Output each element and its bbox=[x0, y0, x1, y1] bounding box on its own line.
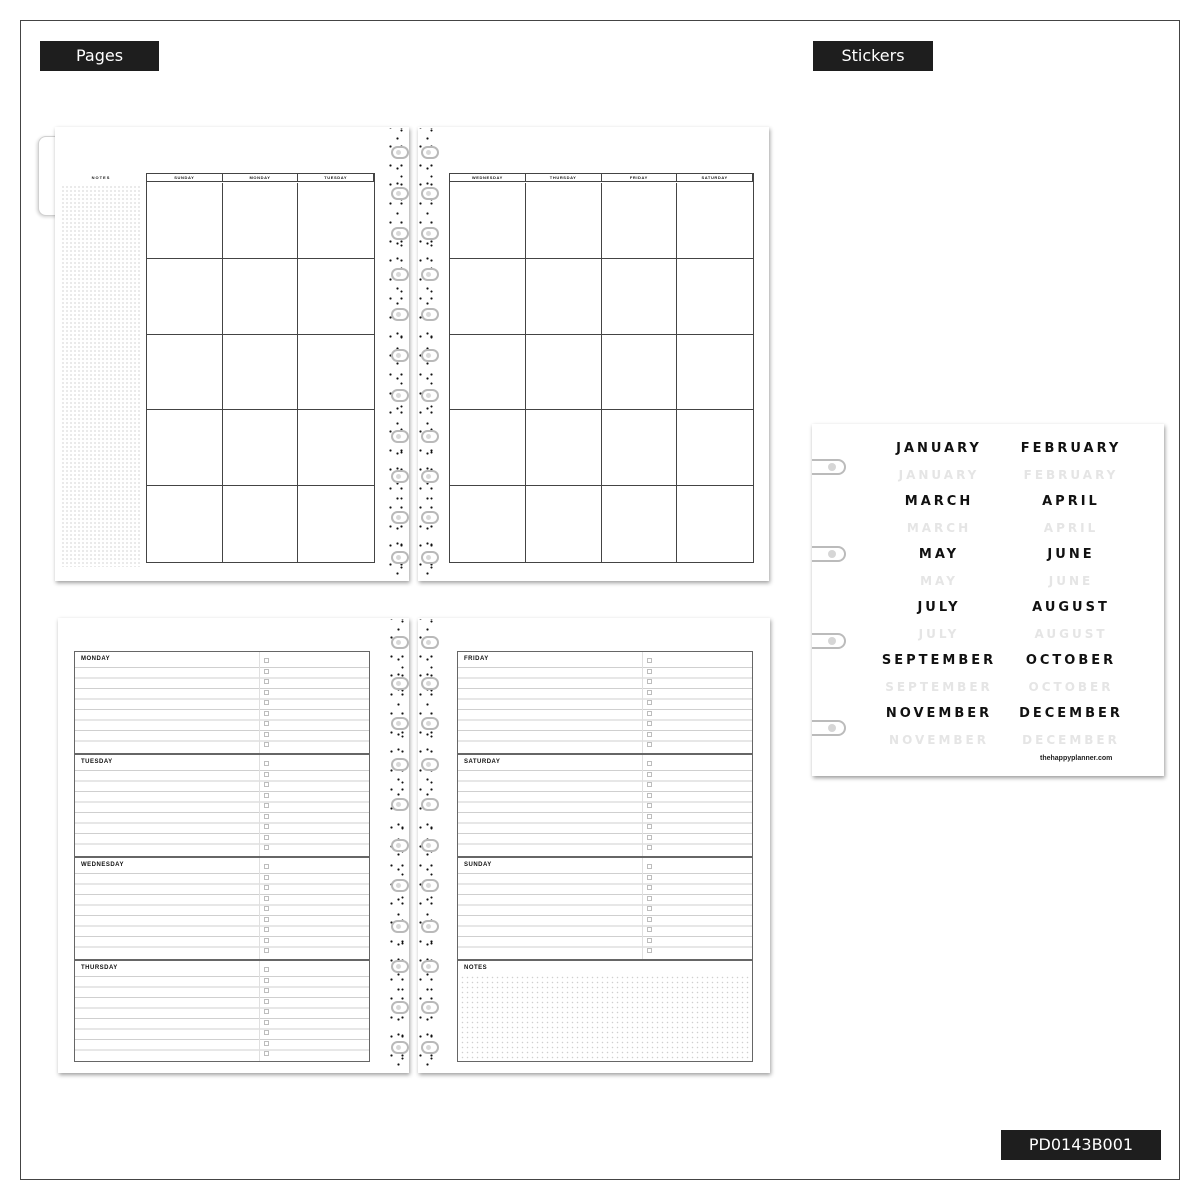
checkbox bbox=[264, 967, 269, 972]
month-sticker: JUNE bbox=[1047, 547, 1095, 562]
checkbox bbox=[647, 835, 652, 840]
day-name: FRIDAY bbox=[464, 656, 489, 662]
binder-ring bbox=[391, 268, 409, 281]
calendar-cell bbox=[602, 183, 678, 259]
weekly-day-block bbox=[457, 651, 753, 754]
binder-ring bbox=[391, 187, 409, 200]
checkbox bbox=[264, 896, 269, 901]
binder-ring bbox=[421, 389, 439, 402]
column-divider bbox=[259, 652, 260, 753]
writing-lines bbox=[458, 667, 752, 751]
checkbox bbox=[647, 700, 652, 705]
binder-ring bbox=[421, 677, 439, 690]
month-sticker: JULY bbox=[917, 600, 961, 615]
binder-ring bbox=[391, 636, 409, 649]
checkbox bbox=[264, 793, 269, 798]
checkbox bbox=[264, 782, 269, 787]
binder-ring bbox=[391, 511, 409, 524]
checkbox bbox=[647, 711, 652, 716]
dot-grid bbox=[460, 975, 750, 1059]
checkbox bbox=[647, 864, 652, 869]
calendar-cell bbox=[677, 335, 753, 411]
column-divider bbox=[642, 858, 643, 959]
calendar-cell bbox=[526, 183, 602, 259]
binder-ring bbox=[391, 839, 409, 852]
day-header: WEDNESDAY bbox=[450, 174, 526, 182]
checkbox bbox=[647, 721, 652, 726]
calendar-cell bbox=[526, 259, 602, 335]
checkbox bbox=[264, 1030, 269, 1035]
day-header: FRIDAY bbox=[602, 174, 678, 182]
writing-lines bbox=[458, 873, 752, 957]
checkbox bbox=[264, 658, 269, 663]
month-sticker: AUGUST bbox=[1032, 600, 1110, 615]
monthly-calendar-left bbox=[146, 173, 375, 563]
month-sticker: MAY bbox=[918, 547, 960, 562]
checkbox bbox=[264, 669, 269, 674]
day-header: MONDAY bbox=[223, 174, 299, 182]
binder-ring bbox=[391, 798, 409, 811]
day-name: TUESDAY bbox=[81, 759, 113, 765]
checkbox bbox=[647, 772, 652, 777]
checkbox bbox=[647, 782, 652, 787]
weekly-day-block bbox=[74, 754, 370, 857]
checkbox bbox=[264, 711, 269, 716]
binder-ring bbox=[391, 227, 409, 240]
checkbox bbox=[264, 835, 269, 840]
checkbox bbox=[264, 938, 269, 943]
checkbox bbox=[264, 988, 269, 993]
calendar-cell bbox=[450, 410, 526, 486]
checkbox bbox=[647, 732, 652, 737]
checkbox bbox=[647, 669, 652, 674]
month-sticker-faded: AUGUST bbox=[1034, 627, 1108, 641]
calendar-cell bbox=[298, 259, 374, 335]
binder-ring bbox=[391, 960, 409, 973]
binder-ring bbox=[421, 430, 439, 443]
column-divider bbox=[259, 961, 260, 1061]
calendar-cell bbox=[223, 335, 299, 411]
calendar-cell bbox=[147, 183, 223, 259]
checkbox bbox=[647, 793, 652, 798]
checkbox bbox=[264, 690, 269, 695]
binder-ring bbox=[421, 839, 439, 852]
checkbox bbox=[264, 917, 269, 922]
month-sticker-faded: FEBRUARY bbox=[1023, 468, 1119, 482]
weekly-day-block bbox=[457, 857, 753, 960]
product-code: PD0143B001 bbox=[1001, 1130, 1161, 1160]
month-sticker: DECEMBER bbox=[1019, 706, 1123, 721]
binder-ring bbox=[421, 798, 439, 811]
checkbox bbox=[264, 761, 269, 766]
checkbox bbox=[264, 824, 269, 829]
writing-lines bbox=[75, 873, 369, 957]
month-sticker-faded: APRIL bbox=[1043, 521, 1099, 535]
binder-ring bbox=[421, 1041, 439, 1054]
calendar-cell bbox=[677, 486, 753, 562]
checkbox bbox=[264, 1051, 269, 1056]
sticker-ring bbox=[812, 546, 846, 562]
checkbox bbox=[264, 679, 269, 684]
checkbox bbox=[647, 761, 652, 766]
checkbox bbox=[264, 772, 269, 777]
calendar-cell bbox=[526, 410, 602, 486]
checkbox bbox=[647, 927, 652, 932]
month-sticker-faded: JANUARY bbox=[898, 468, 980, 482]
day-name: SUNDAY bbox=[464, 862, 492, 868]
weekly-day-block bbox=[457, 754, 753, 857]
checkbox bbox=[647, 885, 652, 890]
checkbox bbox=[647, 814, 652, 819]
binder-ring bbox=[421, 717, 439, 730]
brand-url: thehappyplanner.com bbox=[1040, 755, 1113, 762]
month-sticker-faded: OCTOBER bbox=[1028, 680, 1114, 694]
binder-ring bbox=[391, 430, 409, 443]
binder-ring bbox=[421, 308, 439, 321]
month-sticker: OCTOBER bbox=[1025, 653, 1117, 668]
month-sticker-faded: MARCH bbox=[906, 521, 972, 535]
calendar-cell bbox=[450, 259, 526, 335]
column-divider bbox=[259, 858, 260, 959]
month-sticker: FEBRUARY bbox=[1020, 441, 1122, 456]
checkbox bbox=[264, 1020, 269, 1025]
calendar-cell bbox=[298, 335, 374, 411]
binder-ring bbox=[421, 636, 439, 649]
binder-ring bbox=[421, 960, 439, 973]
checkbox bbox=[264, 1009, 269, 1014]
checkbox bbox=[264, 803, 269, 808]
checkbox bbox=[264, 999, 269, 1004]
weekly-day-block bbox=[74, 960, 370, 1062]
day-name: WEDNESDAY bbox=[81, 862, 124, 868]
checkbox bbox=[264, 732, 269, 737]
binder-ring bbox=[391, 677, 409, 690]
binder-ring bbox=[391, 551, 409, 564]
day-header: TUESDAY bbox=[298, 174, 374, 182]
calendar-cell bbox=[450, 183, 526, 259]
calendar-cell bbox=[602, 335, 678, 411]
day-header: SUNDAY bbox=[147, 174, 223, 182]
checkbox bbox=[647, 803, 652, 808]
checkbox bbox=[264, 948, 269, 953]
checkbox bbox=[264, 875, 269, 880]
checkbox bbox=[647, 845, 652, 850]
checkbox bbox=[264, 845, 269, 850]
binder-ring bbox=[391, 1001, 409, 1014]
column-divider bbox=[259, 755, 260, 856]
calendar-cell bbox=[602, 259, 678, 335]
month-sticker: SEPTEMBER bbox=[881, 653, 997, 668]
calendar-cell bbox=[223, 259, 299, 335]
binder-ring bbox=[391, 879, 409, 892]
checkbox bbox=[264, 927, 269, 932]
binder-ring bbox=[421, 187, 439, 200]
calendar-cell bbox=[147, 259, 223, 335]
month-sticker-faded: JUNE bbox=[1048, 574, 1094, 588]
calendar-cell bbox=[677, 183, 753, 259]
calendar-cell bbox=[602, 410, 678, 486]
calendar-cell bbox=[298, 486, 374, 562]
binder-ring bbox=[391, 758, 409, 771]
pages-label: Pages bbox=[40, 41, 159, 71]
calendar-cell bbox=[677, 259, 753, 335]
month-sticker: MARCH bbox=[904, 494, 974, 509]
binder-ring bbox=[391, 349, 409, 362]
calendar-cell bbox=[602, 486, 678, 562]
checkbox bbox=[647, 742, 652, 747]
checkbox bbox=[264, 700, 269, 705]
calendar-cell bbox=[450, 335, 526, 411]
checkbox bbox=[264, 1041, 269, 1046]
checkbox bbox=[264, 814, 269, 819]
binder-ring bbox=[421, 227, 439, 240]
writing-lines bbox=[458, 770, 752, 854]
calendar-cell bbox=[147, 486, 223, 562]
binder-ring bbox=[391, 308, 409, 321]
checkbox bbox=[264, 864, 269, 869]
binder-ring bbox=[421, 511, 439, 524]
day-header: SATURDAY bbox=[677, 174, 753, 182]
column-divider bbox=[642, 652, 643, 753]
checkbox bbox=[264, 885, 269, 890]
binder-ring bbox=[421, 920, 439, 933]
checkbox bbox=[264, 906, 269, 911]
month-sticker-faded: MAY bbox=[920, 574, 958, 588]
calendar-cell bbox=[526, 486, 602, 562]
checkbox bbox=[647, 917, 652, 922]
column-divider bbox=[642, 755, 643, 856]
calendar-cell bbox=[298, 183, 374, 259]
checkbox bbox=[264, 742, 269, 747]
binder-ring bbox=[391, 1041, 409, 1054]
binder-ring bbox=[421, 146, 439, 159]
day-name: SATURDAY bbox=[464, 759, 501, 765]
checkbox bbox=[647, 896, 652, 901]
sticker-ring bbox=[812, 459, 846, 475]
binder-ring bbox=[391, 920, 409, 933]
calendar-cell bbox=[223, 183, 299, 259]
binder-ring bbox=[421, 879, 439, 892]
binder-ring bbox=[391, 717, 409, 730]
calendar-cell bbox=[677, 410, 753, 486]
checkbox bbox=[647, 658, 652, 663]
checkbox bbox=[647, 938, 652, 943]
month-sticker-faded: JULY bbox=[918, 627, 960, 641]
writing-lines bbox=[75, 667, 369, 751]
month-sticker: APRIL bbox=[1042, 494, 1100, 509]
writing-lines bbox=[75, 770, 369, 854]
checkbox bbox=[647, 906, 652, 911]
calendar-cell bbox=[147, 410, 223, 486]
day-name: THURSDAY bbox=[81, 965, 118, 971]
binder-ring bbox=[421, 470, 439, 483]
binder-ring bbox=[421, 551, 439, 564]
month-sticker-faded: DECEMBER bbox=[1022, 733, 1120, 747]
binder-ring bbox=[421, 268, 439, 281]
day-name: MONDAY bbox=[81, 656, 111, 662]
checkbox bbox=[647, 948, 652, 953]
day-header: THURSDAY bbox=[526, 174, 602, 182]
weekly-notes-block bbox=[457, 960, 753, 1062]
binder-ring bbox=[391, 146, 409, 159]
calendar-cell bbox=[526, 335, 602, 411]
binder-ring bbox=[421, 349, 439, 362]
monthly-notes-column bbox=[61, 175, 141, 183]
notes-header: NOTES bbox=[464, 965, 488, 971]
month-sticker-faded: NOVEMBER bbox=[889, 733, 989, 747]
stickers-label: Stickers bbox=[813, 41, 933, 71]
checkbox bbox=[647, 679, 652, 684]
calendar-cell bbox=[223, 486, 299, 562]
checkbox bbox=[264, 721, 269, 726]
month-sticker: NOVEMBER bbox=[885, 706, 993, 721]
calendar-cell bbox=[147, 335, 223, 411]
sticker-ring bbox=[812, 633, 846, 649]
month-sticker-faded: SEPTEMBER bbox=[885, 680, 993, 694]
month-sticker: JANUARY bbox=[896, 441, 982, 456]
calendar-cell bbox=[223, 410, 299, 486]
monthly-calendar-right bbox=[449, 173, 754, 563]
checkbox bbox=[647, 875, 652, 880]
weekly-day-block bbox=[74, 651, 370, 754]
checkbox bbox=[647, 690, 652, 695]
calendar-cell bbox=[298, 410, 374, 486]
checkbox bbox=[647, 824, 652, 829]
checkbox bbox=[264, 978, 269, 983]
weekly-day-block bbox=[74, 857, 370, 960]
binder-ring bbox=[391, 389, 409, 402]
dot-grid bbox=[61, 185, 141, 567]
sticker-ring bbox=[812, 720, 846, 736]
binder-ring bbox=[421, 758, 439, 771]
writing-lines bbox=[75, 976, 369, 1059]
notes-header: NOTES bbox=[91, 175, 111, 180]
calendar-cell bbox=[450, 486, 526, 562]
binder-ring bbox=[421, 1001, 439, 1014]
binder-ring bbox=[391, 470, 409, 483]
